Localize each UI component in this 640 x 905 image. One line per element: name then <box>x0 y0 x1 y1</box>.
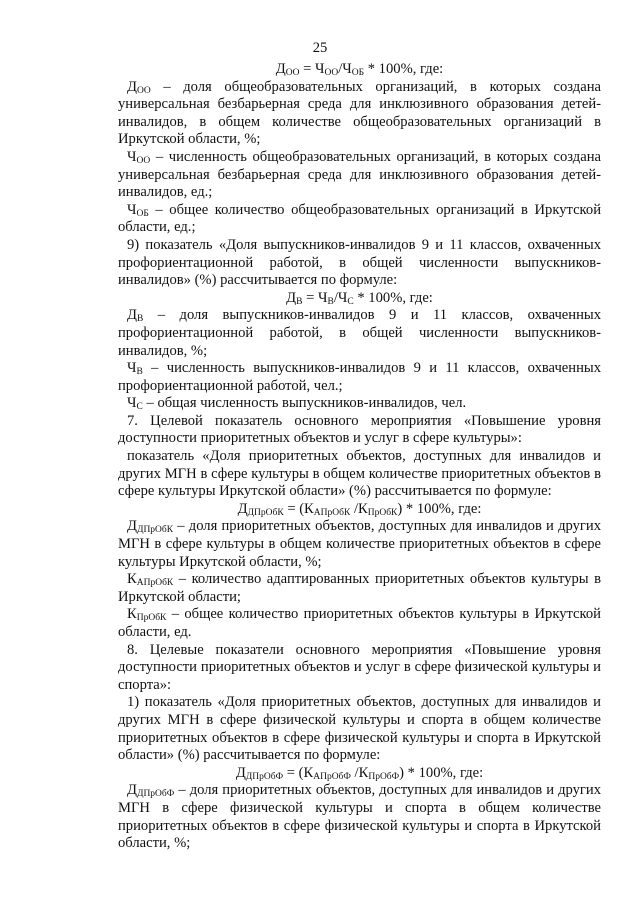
document-body <box>118 61 601 853</box>
body-paragraph: $К_{ПрОбК}$ – общее количество приоритетных объектов культуры в Иркутской области, ед. <box>118 606 601 640</box>
body-paragraph: показатель «Доля приоритетных объектов, доступных для инвалидов и других МГН в сфере культуры в общем количестве приоритетных объектов в сфере культуры Иркутской области» (%) рассчитывается по формуле: <box>118 448 601 500</box>
body-paragraph: $К_{АПрОбК}$ – количество адаптированных приоритетных объектов культуры в Иркутской области; <box>118 571 601 605</box>
formula-line: $Д_{ДПрОбФ} = (К_{АПрОбФ}$ $/К_{ПрОбФ}) * 100\%$, где: <box>235 764 484 782</box>
body-paragraph: $Ч_{ОО}$ – численность общеобразовательных организаций, в которых создана универсальная безбарьерная среда для инклюзивного образования детей-инвалидов, ед.; <box>118 148 601 201</box>
body-paragraph: 7. Целевой показатель основного мероприятия «Повышение уровня доступности приоритетных объектов и услуг в сфере культуры»: <box>118 412 601 447</box>
body-paragraph: $Д_{ОО}$ – доля общеобразовательных организаций, в которых создана универсальная безбарьерная среда для инклюзивного образования детей-инвалидов, в общем количестве общеобразовательных организаций в Иркутской области, %; <box>118 78 601 148</box>
body-paragraph: $Ч_{ОБ}$ – общее количество общеобразовательных организаций в Иркутской области, ед.; <box>118 201 601 236</box>
formula-line: $Д_{ОО} = Ч_{ОО}/Ч_{ОБ} * 100\%$, где: <box>275 61 444 78</box>
body-paragraph: $Ч_С$ – общая численность выпускников-инвалидов, чел. <box>127 395 467 413</box>
body-paragraph: $Ч_В$ – численность выпускников-инвалидов 9 и 11 классов, охваченных профориентационной работой, чел.; <box>118 360 601 394</box>
formula-line: $Д_{ДПрОбК} = (К_{АПрОбК}$ $/К_{ПрОбК}) * 100\%$, где: <box>237 500 482 518</box>
formula-line: $Д_В = Ч_В/Ч_С * 100\%$, где: <box>286 289 433 307</box>
body-paragraph: 9) показатель «Доля выпускников-инвалидов 9 и 11 классов, охваченных профориентационной работой, в общей численности выпускников-инвалидов» (%) рассчитывается по формуле: <box>118 236 601 289</box>
page-number: 25 <box>312 40 328 56</box>
body-paragraph: $Д_{ДПрОбК}$ – доля приоритетных объектов, доступных для инвалидов и других МГН в сфере культуры в общем количестве приоритетных объектов в сфере культуры Иркутской области, %; <box>118 518 601 570</box>
body-paragraph: 8. Целевые показатели основного мероприятия «Повышение уровня доступности приоритетных объектов и услуг в сфере физической культуры и спорта»: <box>118 641 601 693</box>
body-paragraph: $Д_{ДПрОбФ}$ – доля приоритетных объектов, доступных для инвалидов и других МГН в сфере физической культуры и спорта в общем количестве приоритетных объектов в сфере физической культуры и спорта в Иркутской области, %; <box>118 782 601 852</box>
body-paragraph: $Д_В$ – доля выпускников-инвалидов 9 и 11 классов, охваченных профориентационной работой, в общей численности выпускников-инвалидов, %; <box>118 307 601 359</box>
body-paragraph: 1) показатель «Доля приоритетных объектов, доступных для инвалидов и других МГН в сфере физической культуры и спорта в общем количестве приоритетных объектов в сфере физической культуры и спорта в Иркутской области» (%) рассчитывается по формуле: <box>118 694 601 764</box>
